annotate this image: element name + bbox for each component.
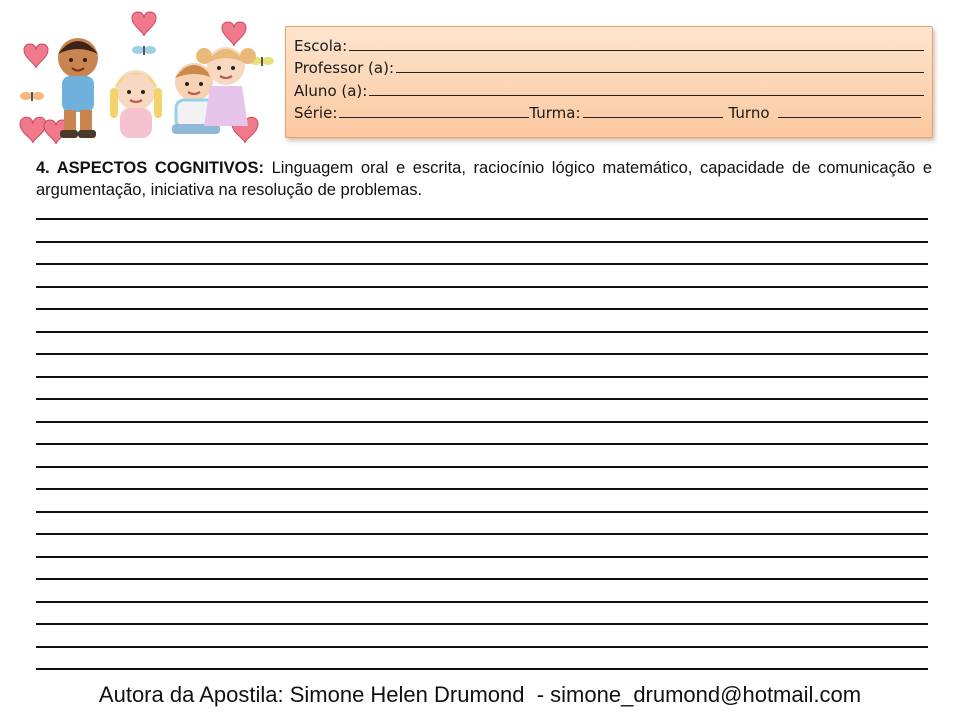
writing-lines <box>36 218 928 691</box>
question-body: Linguagem oral e escrita, raciocínio lógico matemático, capacidade de comunicação e argumentação, iniciativa na resolução de problemas. <box>36 159 933 199</box>
answer-writing-line[interactable] <box>36 578 928 580</box>
butterfly-icon <box>20 92 44 101</box>
aluno-field-line[interactable] <box>369 95 924 96</box>
answer-writing-line[interactable] <box>36 466 928 468</box>
aluno-row <box>294 77 924 100</box>
professor-field-line[interactable] <box>396 72 924 73</box>
answer-writing-line[interactable] <box>36 646 928 648</box>
butterfly-icon <box>132 46 156 55</box>
answer-writing-line[interactable] <box>36 421 928 423</box>
answer-writing-line[interactable] <box>36 601 928 603</box>
question-heading: 4. ASPECTOS COGNITIVOS: <box>36 159 264 177</box>
answer-writing-line[interactable] <box>36 331 928 333</box>
child-figure <box>110 70 162 138</box>
school-info-box <box>285 26 933 138</box>
children-illustration <box>14 6 276 146</box>
answer-writing-line[interactable] <box>36 286 928 288</box>
answer-writing-line[interactable] <box>36 241 928 243</box>
answer-writing-line[interactable] <box>36 511 928 513</box>
aluno-label: Aluno (a): <box>294 81 368 100</box>
escola-field-line[interactable] <box>349 50 924 51</box>
turma-label: Turma: <box>529 104 581 122</box>
answer-writing-line[interactable] <box>36 308 928 310</box>
serie-field-line[interactable] <box>339 117 529 118</box>
answer-writing-line[interactable] <box>36 623 928 625</box>
serie-label: Série: <box>294 104 338 122</box>
answer-writing-line[interactable] <box>36 353 928 355</box>
answer-writing-line[interactable] <box>36 443 928 445</box>
answer-writing-line[interactable] <box>36 376 928 378</box>
heart-icon <box>24 44 48 68</box>
professor-label: Professor (a): <box>294 59 394 77</box>
turma-field-line[interactable] <box>583 117 723 118</box>
turno-field-line[interactable] <box>778 117 921 118</box>
answer-writing-line[interactable] <box>36 263 928 265</box>
child-figure <box>58 38 98 138</box>
author-credit: Autora da Apostila: Simone Helen Drumond - simone_drumond@hotmail.com <box>98 682 862 707</box>
professor-row <box>294 55 924 78</box>
answer-writing-line[interactable] <box>36 488 928 490</box>
answer-writing-line[interactable] <box>36 556 928 558</box>
escola-label: Escola: <box>294 36 348 55</box>
answer-writing-line[interactable] <box>36 218 928 220</box>
escola-row <box>294 32 924 55</box>
heart-icon <box>132 12 156 36</box>
question-text <box>36 157 932 201</box>
turno-label: Turno <box>728 104 770 122</box>
heart-icon <box>222 22 246 46</box>
answer-writing-line[interactable] <box>36 668 928 670</box>
serie-turma-turno-row <box>294 100 924 123</box>
answer-writing-line[interactable] <box>36 533 928 535</box>
answer-writing-line[interactable] <box>36 398 928 400</box>
heart-icon <box>20 117 46 143</box>
